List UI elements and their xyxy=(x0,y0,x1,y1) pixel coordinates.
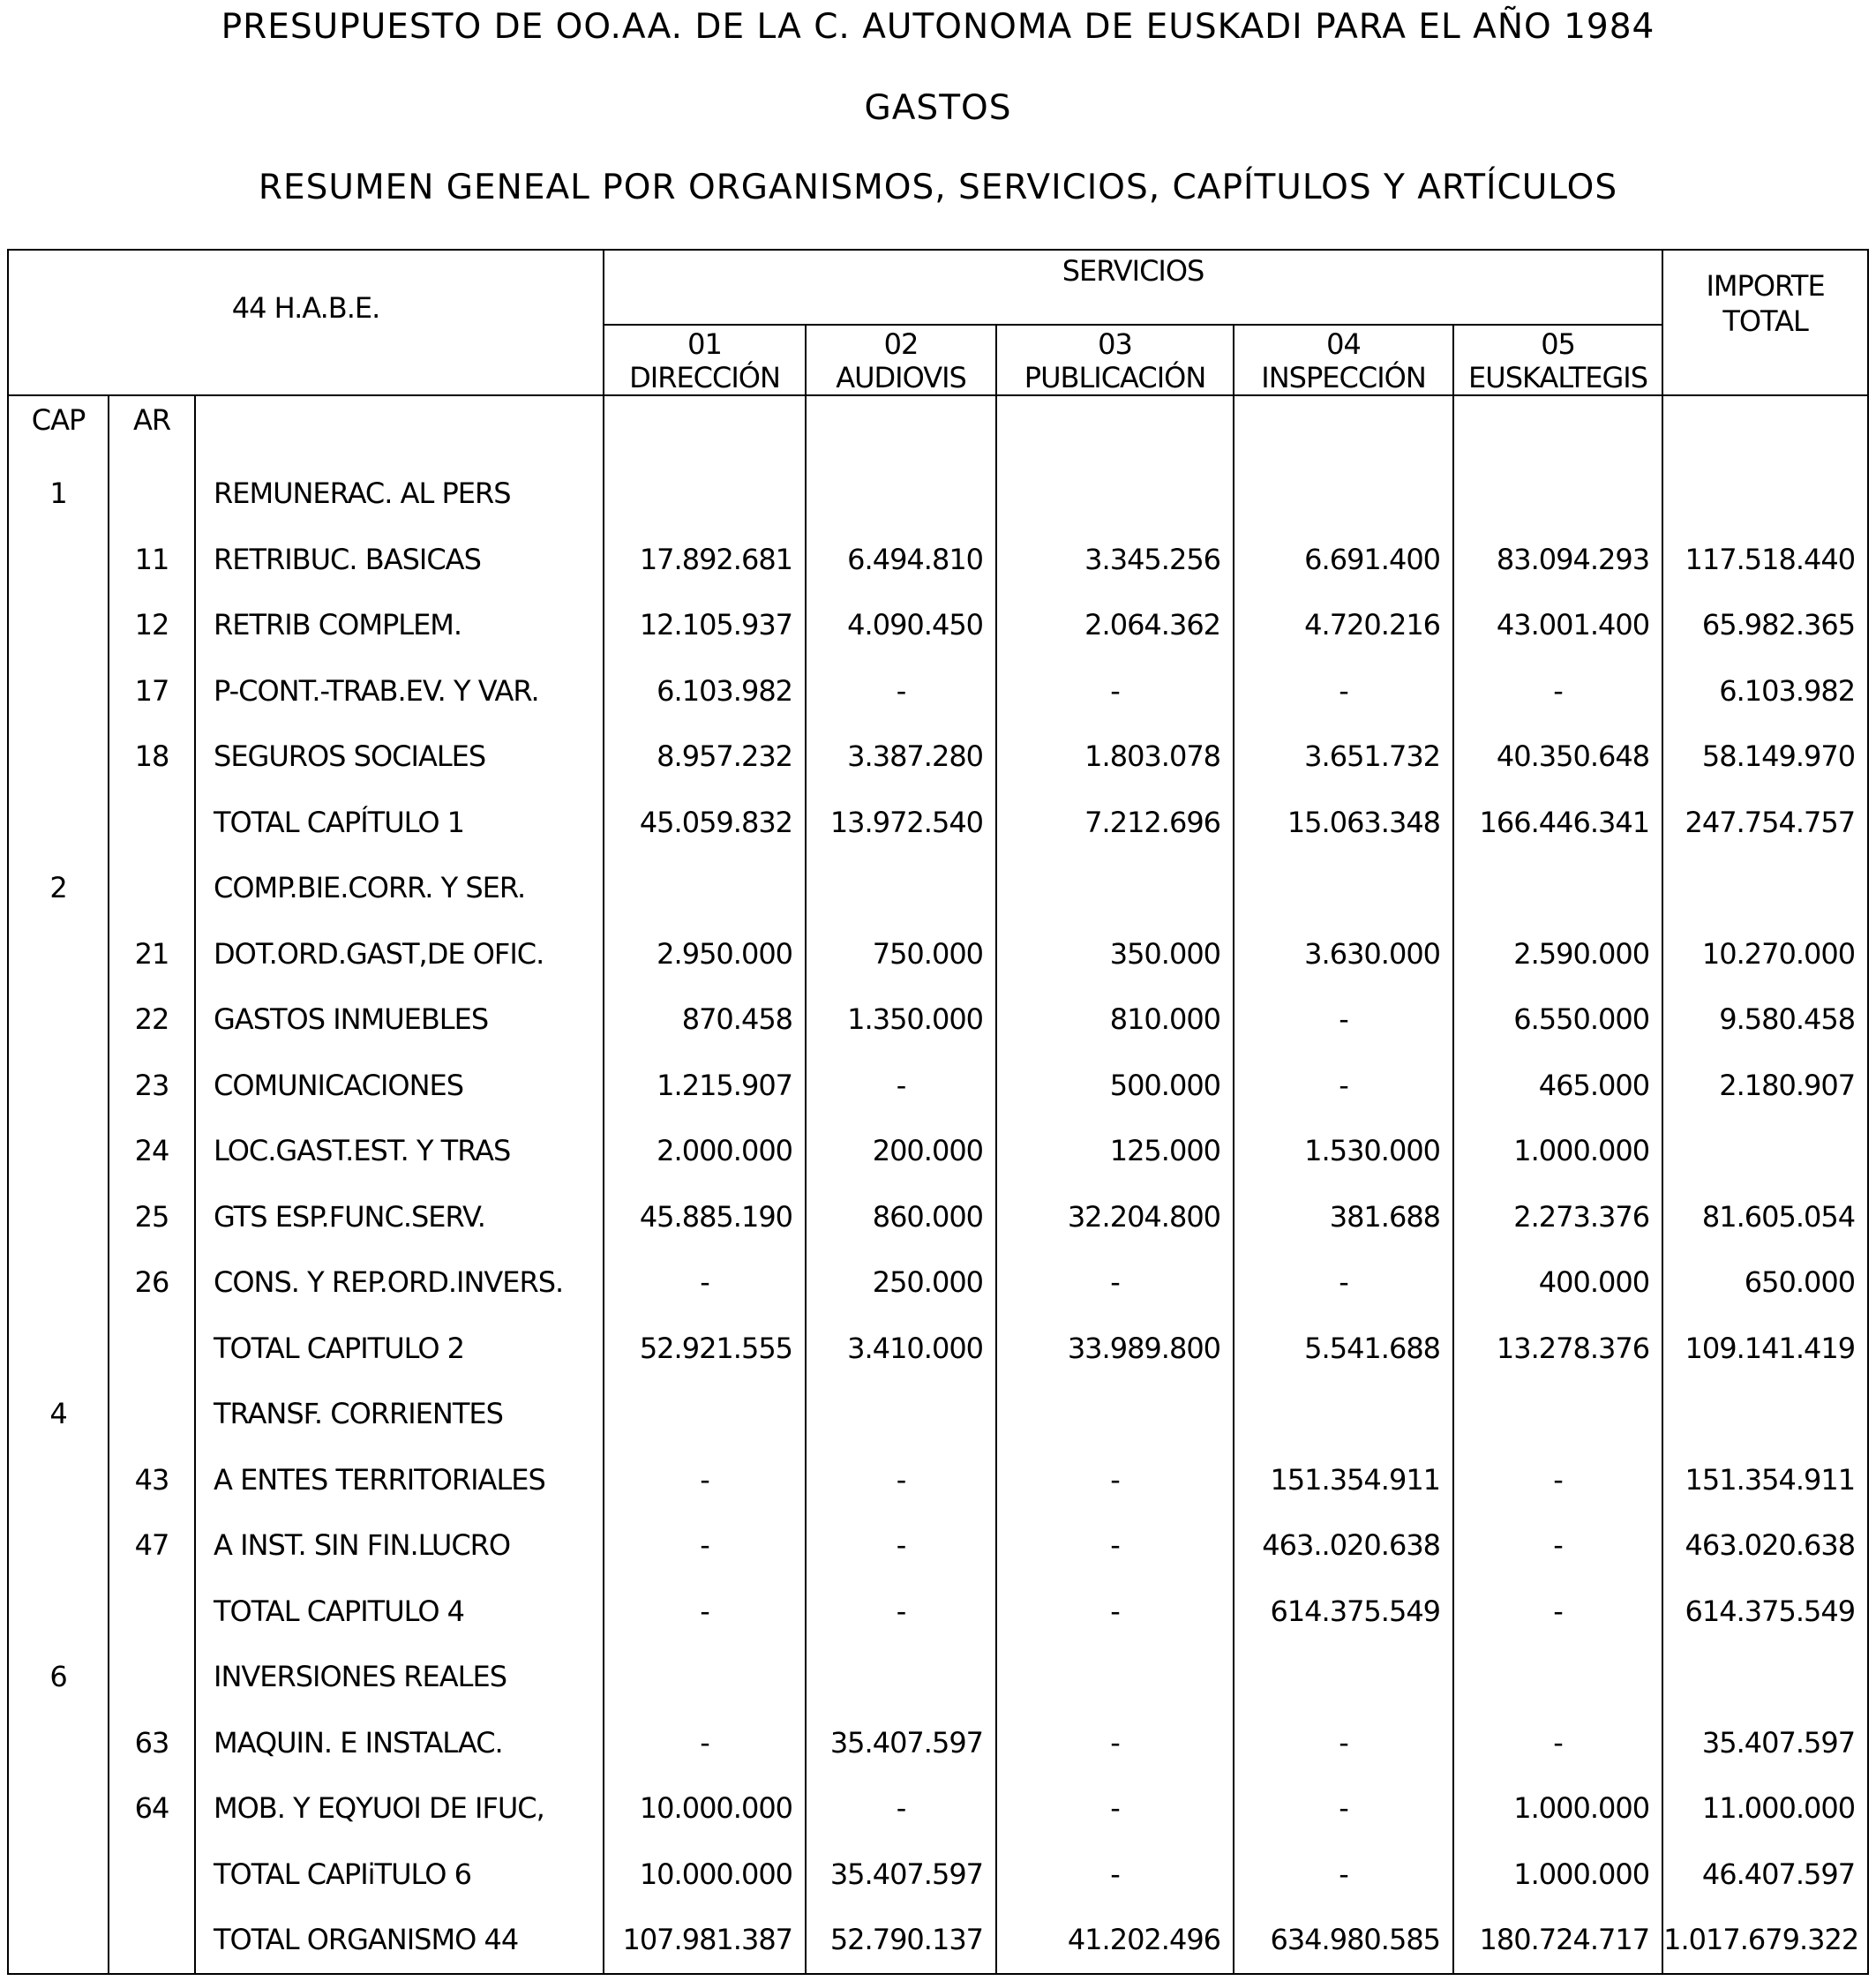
service-value-cell: 52.790.137 xyxy=(806,1907,996,1974)
importe-total-cell xyxy=(1662,1381,1868,1447)
cap-cell xyxy=(8,1579,109,1645)
ar-cell: 25 xyxy=(109,1184,195,1250)
importe-total-cell: 614.375.549 xyxy=(1662,1579,1868,1645)
table-row xyxy=(8,987,1868,1053)
service-value-cell: - xyxy=(996,1512,1234,1579)
service-value-cell xyxy=(806,1644,996,1710)
ar-cell: 17 xyxy=(109,658,195,724)
service-value-cell: 180.724.717 xyxy=(1453,1907,1662,1974)
ar-cell: 63 xyxy=(109,1710,195,1776)
table-row xyxy=(8,1775,1868,1842)
budget-table xyxy=(7,249,1869,1975)
description-cell: LOC.GAST.EST. Y TRAS xyxy=(195,1118,604,1184)
ar-cell xyxy=(109,1644,195,1710)
cap-cell xyxy=(8,921,109,987)
service-value-cell: 166.446.341 xyxy=(1453,790,1662,856)
importe-total-cell: 247.754.757 xyxy=(1662,790,1868,856)
table-row xyxy=(8,1579,1868,1645)
cap-cell xyxy=(8,1118,109,1184)
service-header-03 xyxy=(996,325,1234,395)
ar-cell: 12 xyxy=(109,592,195,658)
service-value-cell xyxy=(604,461,806,527)
service-value-cell: 3.410.000 xyxy=(806,1316,996,1382)
service-name: INSPECCIÓN xyxy=(1261,361,1426,394)
ar-cell xyxy=(109,1381,195,1447)
service-value-cell: 4.720.216 xyxy=(1234,592,1453,658)
description-cell: TOTAL CAPÍTULO 1 xyxy=(195,790,604,856)
service-value-cell: - xyxy=(1453,1512,1662,1579)
ar-cell: 11 xyxy=(109,527,195,593)
service-value-cell: - xyxy=(604,1512,806,1579)
importe-total-cell xyxy=(1662,855,1868,921)
service-value-cell: 33.989.800 xyxy=(996,1316,1234,1382)
description-cell: RETRIB COMPLEM. xyxy=(195,592,604,658)
service-value-cell: 5.541.688 xyxy=(1234,1316,1453,1382)
service-value-cell: - xyxy=(1453,1710,1662,1776)
description-cell: A ENTES TERRITORIALES xyxy=(195,1447,604,1513)
document-section-title: RESUMEN GENEAL POR ORGANISMOS, SERVICIOS, CAPÍTULOS Y ARTÍCULOS xyxy=(258,168,1618,207)
ar-cell: 43 xyxy=(109,1447,195,1513)
service-value-cell: 10.000.000 xyxy=(604,1775,806,1842)
importe-total-cell: 2.180.907 xyxy=(1662,1053,1868,1119)
service-code: 04 xyxy=(1326,327,1361,361)
service-value-cell: 463..020.638 xyxy=(1234,1512,1453,1579)
ar-cell xyxy=(109,790,195,856)
importe-total-cell xyxy=(1662,1118,1868,1184)
service-value-cell: 125.000 xyxy=(996,1118,1234,1184)
table-row xyxy=(8,1316,1868,1382)
service-value-cell: - xyxy=(1234,1053,1453,1119)
cap-cell xyxy=(8,658,109,724)
service-value-cell xyxy=(1453,461,1662,527)
document-title: PRESUPUESTO DE OO.AA. DE LA C. AUTONOMA DE EUSKADI PARA EL AÑO 1984 xyxy=(221,7,1655,47)
service-value-cell: 12.105.937 xyxy=(604,592,806,658)
table-row xyxy=(8,855,1868,921)
service-header-05 xyxy=(1453,325,1662,395)
table-row xyxy=(8,1710,1868,1776)
service-value-cell: 400.000 xyxy=(1453,1249,1662,1316)
table-row xyxy=(8,921,1868,987)
service-value-cell: 3.651.732 xyxy=(1234,724,1453,790)
importe-total-cell: 11.000.000 xyxy=(1662,1775,1868,1842)
service-value-cell xyxy=(806,1381,996,1447)
importe-total-cell: 463.020.638 xyxy=(1662,1512,1868,1579)
service-value-cell: - xyxy=(604,1249,806,1316)
cap-cell: 4 xyxy=(8,1381,109,1447)
ar-cell: 21 xyxy=(109,921,195,987)
service-value-cell: 6.691.400 xyxy=(1234,527,1453,593)
service-value-cell: 250.000 xyxy=(806,1249,996,1316)
table-row xyxy=(8,1644,1868,1710)
description-cell: TOTAL CAPITULO 2 xyxy=(195,1316,604,1382)
service-value-cell: - xyxy=(806,1447,996,1513)
table-row xyxy=(8,1842,1868,1908)
importe-total-cell: 35.407.597 xyxy=(1662,1710,1868,1776)
service-value-cell: - xyxy=(996,1710,1234,1776)
service-value-cell: - xyxy=(604,1579,806,1645)
service-value-cell: 2.950.000 xyxy=(604,921,806,987)
service-value-cell: 1.215.907 xyxy=(604,1053,806,1119)
description-cell: GTS ESP.FUNC.SERV. xyxy=(195,1184,604,1250)
description-cell: COMP.BIE.CORR. Y SER. xyxy=(195,855,604,921)
ar-cell xyxy=(109,461,195,527)
service-value-cell: 614.375.549 xyxy=(1234,1579,1453,1645)
cap-cell xyxy=(8,1512,109,1579)
table-row xyxy=(8,724,1868,790)
service-value-cell xyxy=(806,461,996,527)
column-label-row xyxy=(8,395,1868,461)
importe-total-cell: 58.149.970 xyxy=(1662,724,1868,790)
service-value-cell: - xyxy=(996,1579,1234,1645)
description-cell: CONS. Y REP.ORD.INVERS. xyxy=(195,1249,604,1316)
importe-line2: TOTAL xyxy=(1722,304,1808,338)
service-value-cell: 750.000 xyxy=(806,921,996,987)
service-value-cell: 200.000 xyxy=(806,1118,996,1184)
ar-cell xyxy=(109,1907,195,1974)
service-value-cell: - xyxy=(604,1447,806,1513)
service-value-cell: 45.885.190 xyxy=(604,1184,806,1250)
service-value-cell: 350.000 xyxy=(996,921,1234,987)
cap-cell xyxy=(8,1775,109,1842)
cap-cell xyxy=(8,592,109,658)
ar-cell: 26 xyxy=(109,1249,195,1316)
service-value-cell xyxy=(1453,855,1662,921)
ar-cell xyxy=(109,1579,195,1645)
service-value-cell: 500.000 xyxy=(996,1053,1234,1119)
service-name: AUDIOVIS xyxy=(836,361,966,394)
ar-cell: 47 xyxy=(109,1512,195,1579)
ar-cell: 64 xyxy=(109,1775,195,1842)
table-row xyxy=(8,1512,1868,1579)
service-value-cell: 151.354.911 xyxy=(1234,1447,1453,1513)
service-value-cell: 40.350.648 xyxy=(1453,724,1662,790)
service-value-cell: 45.059.832 xyxy=(604,790,806,856)
organismo-header: 44 H.A.B.E. xyxy=(8,250,604,395)
service-value-cell: 634.980.585 xyxy=(1234,1907,1453,1974)
service-value-cell xyxy=(604,855,806,921)
service-value-cell: 13.278.376 xyxy=(1453,1316,1662,1382)
cap-cell xyxy=(8,1710,109,1776)
service-value-cell: - xyxy=(996,1775,1234,1842)
service-value-cell: 35.407.597 xyxy=(806,1842,996,1908)
table-row xyxy=(8,592,1868,658)
importe-total-cell: 10.270.000 xyxy=(1662,921,1868,987)
service-value-cell: - xyxy=(806,1512,996,1579)
service-code: 03 xyxy=(1098,327,1132,361)
service-value-cell: 2.590.000 xyxy=(1453,921,1662,987)
table-row xyxy=(8,1447,1868,1513)
table-row xyxy=(8,790,1868,856)
table-row xyxy=(8,1118,1868,1184)
service-value-cell xyxy=(996,461,1234,527)
description-cell: MAQUIN. E INSTALAC. xyxy=(195,1710,604,1776)
service-value-cell: 870.458 xyxy=(604,987,806,1053)
service-value-cell: 32.204.800 xyxy=(996,1184,1234,1250)
importe-total-cell: 151.354.911 xyxy=(1662,1447,1868,1513)
table-row xyxy=(8,658,1868,724)
service-value-cell: - xyxy=(806,658,996,724)
service-value-cell: 15.063.348 xyxy=(1234,790,1453,856)
service-value-cell: 43.001.400 xyxy=(1453,592,1662,658)
cap-cell xyxy=(8,724,109,790)
ar-cell: 23 xyxy=(109,1053,195,1119)
description-cell: RETRIBUC. BASICAS xyxy=(195,527,604,593)
service-name: DIRECCIÓN xyxy=(629,361,780,394)
service-code: 02 xyxy=(883,327,919,361)
cap-cell xyxy=(8,790,109,856)
service-value-cell: 381.688 xyxy=(1234,1184,1453,1250)
service-value-cell: 1.000.000 xyxy=(1453,1842,1662,1908)
service-value-cell xyxy=(1234,1644,1453,1710)
service-value-cell xyxy=(1234,855,1453,921)
cap-cell: 6 xyxy=(8,1644,109,1710)
description-cell: REMUNERAC. AL PERS xyxy=(195,461,604,527)
importe-total-header xyxy=(1662,250,1868,395)
service-value-cell: - xyxy=(1234,658,1453,724)
importe-total-cell: 46.407.597 xyxy=(1662,1842,1868,1908)
table-row xyxy=(8,1907,1868,1974)
service-value-cell: 1.530.000 xyxy=(1234,1118,1453,1184)
description-cell: GASTOS INMUEBLES xyxy=(195,987,604,1053)
empty-cell xyxy=(996,395,1234,461)
service-value-cell: - xyxy=(996,658,1234,724)
table-row xyxy=(8,1249,1868,1316)
cap-cell xyxy=(8,1316,109,1382)
service-value-cell: 52.921.555 xyxy=(604,1316,806,1382)
service-value-cell: 35.407.597 xyxy=(806,1710,996,1776)
service-value-cell xyxy=(1453,1381,1662,1447)
cap-cell xyxy=(8,527,109,593)
importe-total-cell xyxy=(1662,1644,1868,1710)
service-value-cell xyxy=(806,855,996,921)
service-value-cell: 3.630.000 xyxy=(1234,921,1453,987)
description-cell: TRANSF. CORRIENTES xyxy=(195,1381,604,1447)
service-value-cell: - xyxy=(604,1710,806,1776)
importe-total-cell: 117.518.440 xyxy=(1662,527,1868,593)
service-code: 05 xyxy=(1541,327,1575,361)
importe-total-cell: 65.982.365 xyxy=(1662,592,1868,658)
service-value-cell xyxy=(996,1381,1234,1447)
description-cell: COMUNICACIONES xyxy=(195,1053,604,1119)
service-value-cell: 107.981.387 xyxy=(604,1907,806,1974)
service-value-cell: 1.000.000 xyxy=(1453,1118,1662,1184)
service-value-cell: - xyxy=(1234,987,1453,1053)
importe-total-cell: 81.605.054 xyxy=(1662,1184,1868,1250)
cap-cell: 1 xyxy=(8,461,109,527)
description-cell: DOT.ORD.GAST,DE OFIC. xyxy=(195,921,604,987)
service-value-cell: - xyxy=(806,1053,996,1119)
service-value-cell: 7.212.696 xyxy=(996,790,1234,856)
cap-column-label: CAP xyxy=(8,395,109,461)
ar-cell xyxy=(109,1842,195,1908)
table-row xyxy=(8,1381,1868,1447)
description-cell: TOTAL CAPITULO 4 xyxy=(195,1579,604,1645)
cap-cell xyxy=(8,1184,109,1250)
cap-cell xyxy=(8,1907,109,1974)
ar-cell: 22 xyxy=(109,987,195,1053)
description-cell: MOB. Y EQYUOI DE IFUC, xyxy=(195,1775,604,1842)
description-cell: SEGUROS SOCIALES xyxy=(195,724,604,790)
description-cell: TOTAL ORGANISMO 44 xyxy=(195,1907,604,1974)
service-value-cell xyxy=(604,1644,806,1710)
service-value-cell: 4.090.450 xyxy=(806,592,996,658)
empty-cell xyxy=(1662,395,1868,461)
table-row xyxy=(8,461,1868,527)
service-value-cell: 1.000.000 xyxy=(1453,1775,1662,1842)
service-value-cell: - xyxy=(1234,1710,1453,1776)
importe-total-cell: 1.017.679.322 xyxy=(1662,1907,1868,1974)
service-value-cell: 2.064.362 xyxy=(996,592,1234,658)
service-value-cell: 17.892.681 xyxy=(604,527,806,593)
service-value-cell: 465.000 xyxy=(1453,1053,1662,1119)
service-value-cell: - xyxy=(806,1775,996,1842)
cap-cell xyxy=(8,1249,109,1316)
description-cell: P-CONT.-TRAB.EV. Y VAR. xyxy=(195,658,604,724)
service-value-cell: 1.350.000 xyxy=(806,987,996,1053)
service-value-cell: 6.550.000 xyxy=(1453,987,1662,1053)
service-value-cell xyxy=(1234,461,1453,527)
service-value-cell xyxy=(996,1644,1234,1710)
importe-total-cell: 109.141.419 xyxy=(1662,1316,1868,1382)
description-cell: A INST. SIN FIN.LUCRO xyxy=(195,1512,604,1579)
service-header-01 xyxy=(604,325,806,395)
service-value-cell xyxy=(996,855,1234,921)
service-value-cell: - xyxy=(1234,1775,1453,1842)
service-value-cell: - xyxy=(1453,1579,1662,1645)
cap-cell: 2 xyxy=(8,855,109,921)
description-cell: TOTAL CAPIiTULO 6 xyxy=(195,1842,604,1908)
service-name: EUSKALTEGIS xyxy=(1468,361,1648,394)
service-value-cell: - xyxy=(1234,1249,1453,1316)
cap-cell xyxy=(8,1447,109,1513)
service-value-cell: 2.000.000 xyxy=(604,1118,806,1184)
importe-total-cell: 650.000 xyxy=(1662,1249,1868,1316)
service-value-cell: 10.000.000 xyxy=(604,1842,806,1908)
service-value-cell: - xyxy=(996,1447,1234,1513)
empty-cell xyxy=(806,395,996,461)
importe-total-cell xyxy=(1662,461,1868,527)
service-value-cell: - xyxy=(996,1842,1234,1908)
empty-cell xyxy=(604,395,806,461)
service-value-cell: 41.202.496 xyxy=(996,1907,1234,1974)
description-cell: INVERSIONES REALES xyxy=(195,1644,604,1710)
service-value-cell: - xyxy=(996,1249,1234,1316)
table-row xyxy=(8,1053,1868,1119)
service-value-cell: 3.345.256 xyxy=(996,527,1234,593)
service-value-cell: 3.387.280 xyxy=(806,724,996,790)
service-value-cell: 8.957.232 xyxy=(604,724,806,790)
service-header-02 xyxy=(806,325,996,395)
service-header-04 xyxy=(1234,325,1453,395)
ar-cell xyxy=(109,855,195,921)
table-row xyxy=(8,1184,1868,1250)
service-value-cell: 860.000 xyxy=(806,1184,996,1250)
service-value-cell: 2.273.376 xyxy=(1453,1184,1662,1250)
empty-cell xyxy=(1453,395,1662,461)
service-value-cell: 6.494.810 xyxy=(806,527,996,593)
table-body xyxy=(8,395,1868,1974)
cap-cell xyxy=(8,1842,109,1908)
importe-total-cell: 9.580.458 xyxy=(1662,987,1868,1053)
empty-cell xyxy=(1234,395,1453,461)
ar-cell xyxy=(109,1316,195,1382)
service-value-cell: 1.803.078 xyxy=(996,724,1234,790)
ar-column-label: AR xyxy=(109,395,195,461)
document-subtitle: GASTOS xyxy=(864,88,1012,128)
ar-cell: 18 xyxy=(109,724,195,790)
table-row xyxy=(8,527,1868,593)
service-value-cell: - xyxy=(1234,1842,1453,1908)
cap-cell xyxy=(8,1053,109,1119)
ar-cell: 24 xyxy=(109,1118,195,1184)
importe-total-cell: 6.103.982 xyxy=(1662,658,1868,724)
service-value-cell xyxy=(1234,1381,1453,1447)
service-name: PUBLICACIÓN xyxy=(1024,361,1206,394)
service-value-cell: 810.000 xyxy=(996,987,1234,1053)
service-value-cell xyxy=(1453,1644,1662,1710)
service-value-cell: 6.103.982 xyxy=(604,658,806,724)
importe-line1: IMPORTE xyxy=(1706,269,1825,303)
servicios-header: SERVICIOS xyxy=(604,250,1662,325)
service-value-cell: - xyxy=(1453,658,1662,724)
service-value-cell: 83.094.293 xyxy=(1453,527,1662,593)
cap-cell xyxy=(8,987,109,1053)
service-value-cell: - xyxy=(806,1579,996,1645)
empty-cell xyxy=(195,395,604,461)
service-value-cell xyxy=(604,1381,806,1447)
service-code: 01 xyxy=(687,327,722,361)
service-value-cell: 13.972.540 xyxy=(806,790,996,856)
service-value-cell: - xyxy=(1453,1447,1662,1513)
